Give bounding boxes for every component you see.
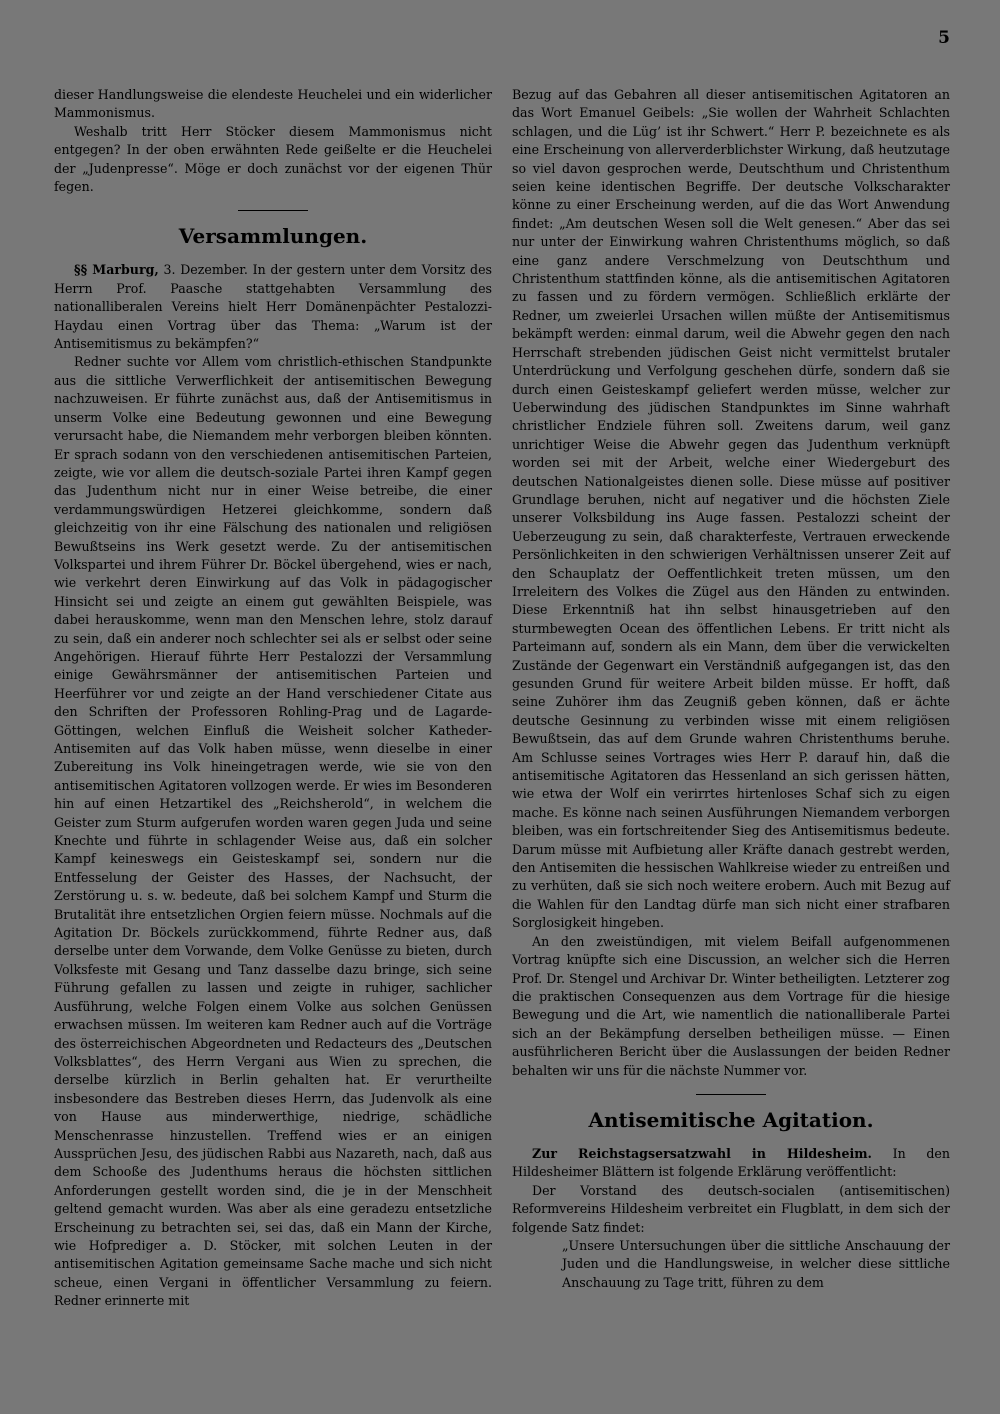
paragraph: Bezug auf das Gebahren all dieser antisemitischen Agitatoren an das Wort Emanuel Geibels: „Sie wollen der Wahrheit Schlachten schlagen, und die Lüg’ ist ihr Schwert.“ Herr P. bezeichnete es als eine Erscheinung von allerverderblichster Wirkung, daß heutzutage so viel davon gesprochen werde, Deutschthum und Christenthum seien keine identischen Begriffe. Der deutsche Volkscharakter könne zu einer Erscheinung werden, auf die das Wort Anwendung findet: „Am deutschen Wesen soll die Welt genesen.“ Aber das sei nur unter der Einwirkung wahren Christenthums möglich, so daß eine ganz andere Verschmelzung von Deutschthum und Christenthum stattfinden könne, als die antisemitischen Agitatoren zu fassen und zu fördern vermögen. Schließlich erklärte der Redner, um zweierlei Ursachen willen müßte der Antisemitismus bekämpft werden: einmal darum, weil die Abwehr gegen den nach Herrschaft strebenden jüdischen Geist nicht vermittelst brutaler Unterdrückung und Verfolgung geschehen dürfe, sondern daß sie durch einen Geisteskampf geliefert werden müsse, welcher zur Ueberwindung des jüdischen Standpunktes im Sinne wahrhaft christlicher Endziele führen soll. Zweitens darum, weil ganz unrichtiger Weise die Abwehr gegen das Judenthum verknüpft worden sei mit der Arbeit, welche einer Wiedergeburt des deutschen Nationalgeistes dienen solle. Diese müsse auf positiver Grundlage beruhen, nicht auf negativer und die höchsten Ziele unserer Volksbildung ins Auge fassen. Pestalozzi scheint der Ueberzeugung zu sein, daß charakterfeste, Vertrauen erweckende Persönlichkeiten in den schwierigen Verhältnissen unserer Zeit auf den Schauplatz der Oeffentlichkeit treten müssen, um den Irreleitern des Volkes die Zügel aus den Händen zu entwinden. Diese Erkenntniß hat ihn selbst hinausgetrieben auf den sturmbewegten Ocean des öffentlichen Lebens. Er tritt nicht als Parteimann auf, sondern als ein Mann, dem über die verwickelten Zustände der Gegenwart ein Verständniß aufgegangen ist, das den gesunden Grund für weitere Arbeit bilden müsse. Er hofft, daß seine Zuhörer ihm das Zeugniß geben können, daß er ächte deutsche Gesinnung zu verbinden wisse mit einem religiösen Bewußtsein, das auf dem Grunde wahren Christenthums beruhe. Am Schlusse seines Vortrages wies Herr P. darauf hin, daß die antisemitische Agitatoren das Hessenland an sich gerissen hätten, wie etwa der Wolf ein verirrtes hirtenloses Schaf sich zu eigen mache. Es könne nach seinen Ausführungen Niemandem verborgen bleiben, was ein fortschreitender Sieg des Antisemitismus bedeute. Darum müsse mit Aufbietung aller Kräfte danach gestrebt werden, den Antisemiten die hessischen Wahlkreise wieder zu entreißen und zu verhüten, daß sie sich noch weitere erobern. Auch mit Bezug auf die Wahlen für den Landtag dürfe man sich nicht einer strafbaren Sorglosigkeit hingeben.: [512, 87, 950, 931]
article-lead: Zur Reichstagsersatzwahl in Hildesheim.: [532, 1145, 872, 1161]
paragraph: Redner suchte vor Allem vom christlich-ethischen Standpunkte aus die sittliche Verwerflichkeit der antisemitischen Bewegung nachzuweisen. Er führte zunächst aus, daß der Antisemitismus in unserm Volke eine Bedeutung gewonnen und eine Bewegung verursacht habe, die Niemandem mehr verborgen bleiben könnten. Er sprach sodann von den verschiedenen antisemitischen Parteien, zeigte, wie vor allem die deutsch-soziale Partei ihren Kampf gegen das Judenthum nicht nur in einer Weise betreibe, die einer verdammungswürdigen Hetzerei gleichkomme, sondern daß gleichzeitig von ihr eine Fälschung des nationalen und religiösen Bewußtseins ins Werk gesetzt werde. Zu der antisemitischen Volkspartei und ihrem Führer Dr. Böckel übergehend, wies er nach, wie verkehrt deren Einwirkung auf das Volk in pädagogischer Hinsicht sei und zeigte an einem gut gewählten Beispiele, was dabei herauskomme, wenn man den Menschen lehre, stolz darauf zu sein, daß ein anderer noch schlechter sei als er selbst oder seine Angehörigen. Hierauf führte Herr Pestalozzi der Versammlung einige Gewährsmänner der antisemitischen Parteien und Heerführer vor und zeigte an der Hand verschiedener Citate aus den Schriften der Professoren Rohling-Prag und de Lagarde-Göttingen, welchen Einfluß die Weisheit solcher Katheder-Antisemiten auf das Volk haben müsse, wenn dieselbe in einer Zubereitung ins Volk hineingetragen werde, wie sie von den antisemitischen Agitatoren vollzogen werde. Er wies im Besonderen hin auf einen Hetzartikel des „Reichsherold“, in welchem die Geister zum Sturm aufgerufen worden waren gegen Juda und seine Knechte und führte in schlagender Weise aus, daß ein solcher Kampf keineswegs ein Geisteskampf sei, sondern nur die Entfesselung der Geister des Hasses, der Nachsucht, der Zerstörung u. s. w. bedeute, daß bei solchem Kampf und Sturm die Brutalität ihre entsetzlichen Orgien feiern müsse. Nochmals auf die Agitation Dr. Böckels zurückkommend, führte Redner aus, daß derselbe unter dem Vorwande, dem Volke Genüsse zu bieten, durch Volksfeste mit Gesang und Tanz dasselbe dazu bringe, sich seine Führung gefallen zu lassen und zeigte in ruhiger, sachlicher Ausführung, welche Folgen einem Volke aus solchen Genüssen erwachsen müssen. Im weiteren kam Redner auch auf die Vorträge des österreichischen Abgeordneten und Redacteurs des „Deutschen Volksblattes“, des Herrn Vergani aus Wien zu sprechen, die derselbe kürzlich in Berlin gehalten hat. Er verurtheilte insbesondere das Bestreben dieses Herrn, das Judenvolk als eine von Hause aus minderwerthige, niedrige, schädliche Menschenrasse hinzustellen. Treffend wies er an einigen Aussprüchen Jesu, des jüdischen Rabbi aus Nazareth, nach, daß aus dem Schooße des Judenthums heraus die höchsten sittlichen Anforderungen gestellt worden sind, die je in der Menschheit geltend gemacht wurden. Was aber als eine geradezu entsetzliche Erscheinung zu betrachten sei, sei das, daß ein Mann der Kirche, wie Hofprediger a. D. Stöcker, mit solchen Leuten in der antisemitischen Agitation gemeinsame Sache mache und sich nicht scheue, einen Vergani in öffentlicher Versammlung zu feiern. Redner erinnerte mit: [54, 354, 492, 1309]
paragraph: [54, 261, 492, 353]
section-heading: Antisemitische Agitation.: [588, 1107, 874, 1132]
paragraph-text: 3. Dezember. In der gestern unter dem Vorsitz des Herrn Prof. Paasche stattgehabten Versammlung des nationalliberalen Vereins hielt Herr Domänenpächter Pestalozzi-Haydau einen Vortrag über das Thema: „Warum ist der Antisemitismus zu bekämpfen?“: [54, 262, 492, 352]
section-divider: [238, 210, 308, 211]
paragraph: An den zweistündigen, mit vielem Beifall aufgenommenen Vortrag knüpfte sich eine Discussion, an welcher sich die Herren Prof. Dr. Stengel und Archivar Dr. Winter betheiligten. Letzterer zog die praktischen Consequenzen aus dem Vortrage für die hiesige Bewegung und die Art, wie namentlich die nationalliberale Partei sich an der Bekämpfung derselben betheiligen müsse. — Einen ausführlicheren Bericht über die Auslassungen der beiden Redner behalten wir uns für die nächste Nummer vor.: [512, 933, 950, 1078]
paragraph: Der Vorstand des deutsch-socialen (antisemitischen) Reformvereins Hildesheim verbreitet ein Flugblatt, in dem sich der folgende Satz findet:: [512, 1182, 950, 1235]
section-divider: [696, 1094, 766, 1095]
paragraph-text: In den Hildesheimer Blättern ist folgende Erklärung veröffentlicht:: [512, 1145, 950, 1180]
section-heading: Versammlungen.: [178, 224, 368, 249]
dateline: §§ Marburg,: [74, 262, 159, 278]
paragraph: Weshalb tritt Herr Stöcker diesem Mammonismus nicht entgegen? In der oben erwähnten Rede geißelte er die Heuchelei der „Judenpresse“. Möge er doch zunächst vor der eigenen Thür fegen.: [54, 123, 492, 195]
right-column: [512, 86, 950, 1292]
block-quote: „Unsere Untersuchungen über die sittliche Anschauung der Juden und die Handlungsweise, in welcher diese sittliche Anschauung zu Tage tritt, führen zu dem: [562, 1237, 950, 1290]
page-number: 5: [938, 28, 950, 48]
left-column: [54, 86, 492, 1311]
paragraph: [512, 1145, 950, 1182]
paragraph: dieser Handlungsweise die elendeste Heuchelei und ein widerlicher Mammonismus.: [54, 87, 492, 121]
